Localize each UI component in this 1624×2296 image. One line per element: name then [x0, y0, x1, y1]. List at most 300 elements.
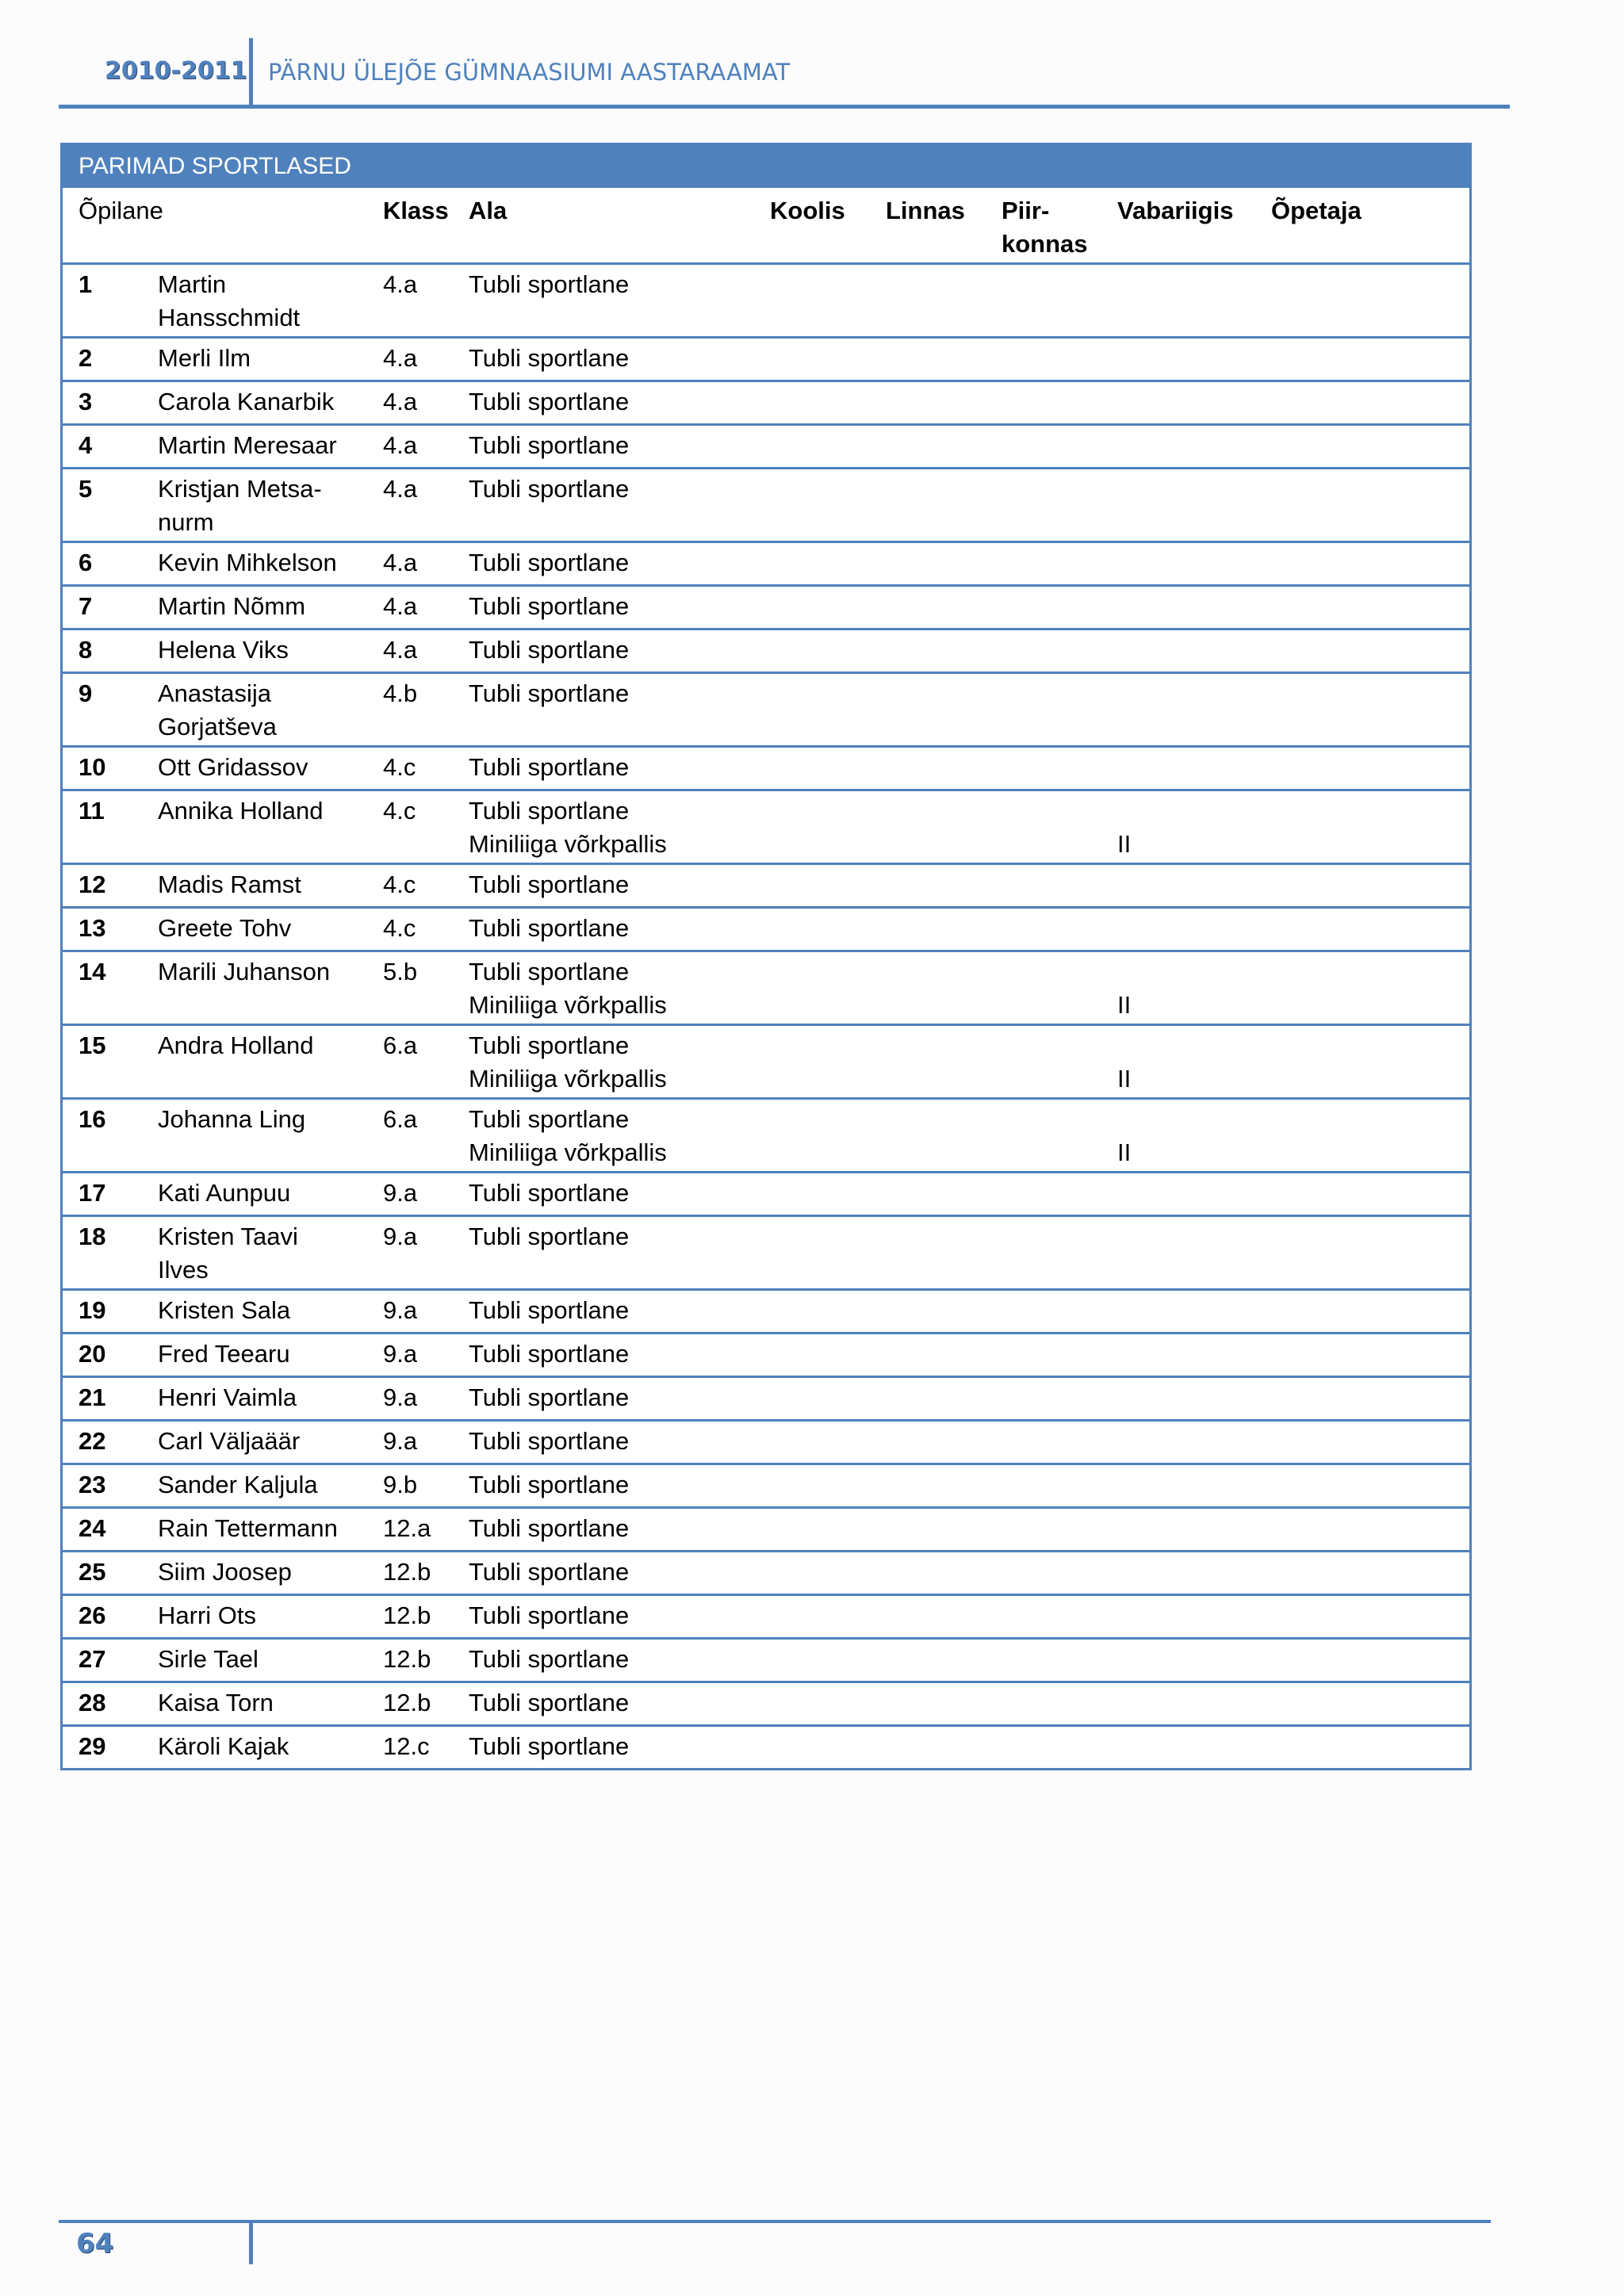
table-row: [63, 1637, 1469, 1681]
student-name: Carola Kanarbik: [158, 388, 335, 415]
row-opetaja: [1255, 268, 1414, 335]
row-koolis: [754, 751, 870, 787]
row-koolis: [754, 1468, 870, 1505]
row-klass: 6.a: [383, 1105, 418, 1133]
row-vabariigis: [1101, 546, 1255, 583]
table-row: [63, 1288, 1469, 1332]
row-linnas: [870, 633, 986, 670]
header-year: 2010-2011: [105, 57, 247, 85]
row-number: 3: [79, 388, 93, 415]
table-body: [63, 262, 1469, 1768]
table-title: PARIMAD SPORTLASED: [63, 145, 1469, 188]
row-opetaja: [1255, 1177, 1414, 1213]
row-piirkonnas: [986, 1512, 1101, 1548]
row-klass: 9.b: [383, 1471, 418, 1498]
row-ala: Tubli sportlane: [469, 1601, 630, 1629]
col-header-opetaja: Õpetaja: [1271, 197, 1362, 224]
row-opetaja: [1255, 546, 1414, 583]
row-vabariigis: [1101, 268, 1255, 335]
row-ala: Tubli sportlane Miniliiga võrkpallis: [469, 1105, 667, 1166]
row-koolis: [754, 385, 870, 422]
student-name: Rain Tettermann: [158, 1514, 338, 1542]
row-opetaja: [1255, 751, 1414, 787]
row-koolis: [754, 1381, 870, 1418]
row-ala: Tubli sportlane: [469, 1732, 630, 1760]
row-number: 15: [79, 1031, 106, 1059]
row-vabariigis: [1101, 1337, 1255, 1374]
row-klass: 4.a: [383, 475, 418, 503]
row-koolis: [754, 794, 870, 861]
row-vabariigis: [1101, 385, 1255, 422]
row-ala: Tubli sportlane: [469, 1383, 630, 1411]
row-vabariigis: [1101, 1177, 1255, 1213]
row-linnas: [870, 342, 986, 378]
row-koolis: [754, 1103, 870, 1169]
student-name: Annika Holland: [158, 797, 324, 825]
table-row: [63, 1463, 1469, 1506]
row-opetaja: [1255, 1512, 1414, 1548]
col-header-vabariigis: Vabariigis: [1117, 197, 1234, 224]
row-opetaja: [1255, 794, 1414, 861]
row-number: 7: [79, 592, 93, 620]
row-piirkonnas: [986, 1103, 1101, 1169]
student-name: Kristen Taavi Ilves: [158, 1223, 298, 1284]
row-koolis: [754, 1512, 870, 1548]
footer-rule: [59, 2220, 1491, 2223]
row-number: 28: [79, 1689, 106, 1716]
row-koolis: [754, 1730, 870, 1766]
header-rule: [59, 105, 1510, 109]
row-klass: 5.b: [383, 958, 418, 985]
row-vabariigis: [1101, 1643, 1255, 1679]
row-koolis: [754, 1643, 870, 1679]
row-linnas: [870, 1643, 986, 1679]
row-piirkonnas: [986, 546, 1101, 583]
student-name: Martin Nõmm: [158, 592, 306, 620]
row-number: 5: [79, 475, 93, 503]
col-header-koolis: Koolis: [770, 197, 845, 224]
row-ala: Tubli sportlane: [469, 592, 630, 620]
row-piirkonnas: [986, 1425, 1101, 1461]
row-piirkonnas: [986, 1220, 1101, 1287]
header-divider: [249, 38, 253, 108]
row-piirkonnas: [986, 1381, 1101, 1418]
row-number: 20: [79, 1340, 106, 1368]
row-linnas: [870, 1686, 986, 1723]
row-vabariigis: II: [1117, 830, 1132, 858]
row-klass: 4.c: [383, 871, 416, 898]
row-vabariigis: II: [1117, 1065, 1132, 1093]
row-linnas: [870, 1468, 986, 1505]
row-number: 16: [79, 1105, 106, 1133]
row-linnas: [870, 868, 986, 905]
row-vabariigis: [1101, 1468, 1255, 1505]
row-koolis: [754, 1294, 870, 1330]
student-name: Fred Teearu: [158, 1340, 290, 1368]
row-koolis: [754, 1029, 870, 1096]
student-name: Harri Ots: [158, 1601, 256, 1629]
row-number: 23: [79, 1471, 106, 1498]
row-vabariigis: [1101, 1599, 1255, 1636]
student-name: Ott Gridassov: [158, 753, 308, 781]
row-number: 6: [79, 549, 93, 576]
row-piirkonnas: [986, 955, 1101, 1022]
table-row: [63, 336, 1469, 380]
row-linnas: [870, 1556, 986, 1592]
student-name: Henri Vaimla: [158, 1383, 297, 1411]
student-name: Greete Tohv: [158, 914, 292, 942]
row-linnas: [870, 955, 986, 1022]
row-piirkonnas: [986, 1029, 1101, 1096]
row-opetaja: [1255, 473, 1414, 539]
row-klass: 4.b: [383, 679, 418, 707]
table-row: [63, 1024, 1469, 1097]
row-ala: Tubli sportlane: [469, 549, 630, 576]
row-number: 9: [79, 679, 93, 707]
student-name: Kristjan Metsa- nurm: [158, 475, 322, 536]
row-koolis: [754, 1177, 870, 1213]
row-vabariigis: [1101, 1381, 1255, 1418]
row-opetaja: [1255, 429, 1414, 465]
table-row: [63, 672, 1469, 745]
row-klass: 12.c: [383, 1732, 430, 1760]
row-klass: 4.a: [383, 549, 418, 576]
row-ala: Tubli sportlane: [469, 388, 630, 415]
row-linnas: [870, 1381, 986, 1418]
row-piirkonnas: [986, 1686, 1101, 1723]
row-vabariigis: [1101, 912, 1255, 948]
row-klass: 4.a: [383, 592, 418, 620]
row-ala: Tubli sportlane: [469, 1179, 630, 1207]
row-number: 1: [79, 270, 93, 298]
row-klass: 9.a: [383, 1340, 418, 1368]
student-name: Andra Holland: [158, 1031, 314, 1059]
row-vabariigis: [1101, 1220, 1255, 1287]
row-koolis: [754, 955, 870, 1022]
row-ala: Tubli sportlane: [469, 344, 630, 372]
table-row: [63, 789, 1469, 863]
row-klass: 9.a: [383, 1179, 418, 1207]
row-vabariigis: [1101, 1294, 1255, 1330]
row-klass: 4.a: [383, 344, 418, 372]
row-linnas: [870, 677, 986, 744]
row-piirkonnas: [986, 794, 1101, 861]
row-koolis: [754, 868, 870, 905]
row-number: 14: [79, 958, 106, 985]
row-vabariigis: [1101, 1556, 1255, 1592]
row-piirkonnas: [986, 342, 1101, 378]
col-header-klass: Klass: [383, 197, 449, 224]
row-vabariigis: [1101, 751, 1255, 787]
row-ala: Tubli sportlane: [469, 1514, 630, 1542]
row-koolis: [754, 268, 870, 335]
row-ala: Tubli sportlane: [469, 1689, 630, 1716]
col-header-ala: Ala: [469, 197, 508, 224]
row-koolis: [754, 473, 870, 539]
row-koolis: [754, 590, 870, 626]
col-header-piirkonnas: Piir- konnas: [1002, 197, 1088, 258]
row-opetaja: [1255, 1468, 1414, 1505]
row-piirkonnas: [986, 912, 1101, 948]
student-name: Johanna Ling: [158, 1105, 306, 1133]
row-koolis: [754, 1220, 870, 1287]
row-vabariigis: [1101, 590, 1255, 626]
row-linnas: [870, 1599, 986, 1636]
table-row: [63, 467, 1469, 541]
table-row: [63, 863, 1469, 906]
row-opetaja: [1255, 342, 1414, 378]
row-koolis: [754, 677, 870, 744]
row-klass: 9.a: [383, 1296, 418, 1324]
row-number: 2: [79, 344, 93, 372]
row-opetaja: [1255, 1556, 1414, 1592]
row-klass: 12.b: [383, 1645, 431, 1673]
row-opetaja: [1255, 1220, 1414, 1287]
student-name: Anastasija Gorjatševa: [158, 679, 277, 740]
row-koolis: [754, 429, 870, 465]
row-koolis: [754, 1599, 870, 1636]
row-linnas: [870, 1294, 986, 1330]
student-name: Helena Viks: [158, 636, 289, 664]
row-opetaja: [1255, 385, 1414, 422]
row-ala: Tubli sportlane: [469, 475, 630, 503]
row-klass: 12.b: [383, 1558, 431, 1586]
student-name: Kati Aunpuu: [158, 1179, 291, 1207]
row-number: 4: [79, 431, 93, 459]
row-vabariigis: [1101, 1512, 1255, 1548]
row-vabariigis: [1101, 1686, 1255, 1723]
row-number: 22: [79, 1427, 106, 1455]
row-number: 12: [79, 871, 106, 898]
row-klass: 4.a: [383, 431, 418, 459]
student-name: Sander Kaljula: [158, 1471, 318, 1498]
row-opetaja: [1255, 590, 1414, 626]
row-opetaja: [1255, 955, 1414, 1022]
row-vabariigis: [1101, 473, 1255, 539]
row-ala: Tubli sportlane Miniliiga võrkpallis: [469, 1031, 667, 1093]
row-vabariigis: II: [1117, 1138, 1132, 1166]
table-row: [63, 1419, 1469, 1463]
row-opetaja: [1255, 1599, 1414, 1636]
row-koolis: [754, 1556, 870, 1592]
row-vabariigis: II: [1117, 991, 1132, 1019]
row-opetaja: [1255, 1425, 1414, 1461]
row-koolis: [754, 342, 870, 378]
row-opetaja: [1255, 1103, 1414, 1169]
row-linnas: [870, 1103, 986, 1169]
row-linnas: [870, 912, 986, 948]
row-number: 24: [79, 1514, 106, 1542]
row-linnas: [870, 1029, 986, 1096]
row-number: 11: [79, 797, 105, 825]
student-name: Kristen Sala: [158, 1296, 291, 1324]
table-row: [63, 1376, 1469, 1419]
row-ala: Tubli sportlane: [469, 914, 630, 942]
table-row: [63, 1550, 1469, 1594]
row-koolis: [754, 912, 870, 948]
row-linnas: [870, 546, 986, 583]
table-row: [63, 1506, 1469, 1550]
row-linnas: [870, 590, 986, 626]
row-klass: 4.c: [383, 753, 416, 781]
row-vabariigis: [1101, 677, 1255, 744]
table-row: [63, 745, 1469, 789]
row-klass: 12.b: [383, 1689, 431, 1716]
row-piirkonnas: [986, 1556, 1101, 1592]
row-opetaja: [1255, 1381, 1414, 1418]
row-number: 29: [79, 1732, 106, 1760]
row-ala: Tubli sportlane: [469, 753, 630, 781]
row-ala: Tubli sportlane: [469, 1340, 630, 1368]
row-ala: Tubli sportlane: [469, 1427, 630, 1455]
row-klass: 12.b: [383, 1601, 431, 1629]
row-piirkonnas: [986, 590, 1101, 626]
row-vabariigis: [1101, 342, 1255, 378]
row-vabariigis: [1101, 1425, 1255, 1461]
table-column-headers: [63, 188, 1469, 262]
row-piirkonnas: [986, 677, 1101, 744]
student-name: Sirle Tael: [158, 1645, 259, 1673]
row-number: 26: [79, 1601, 106, 1629]
row-linnas: [870, 268, 986, 335]
row-piirkonnas: [986, 1177, 1101, 1213]
row-klass: 9.a: [383, 1427, 418, 1455]
row-ala: Tubli sportlane: [469, 636, 630, 664]
row-vabariigis: [1101, 1730, 1255, 1766]
row-opetaja: [1255, 1686, 1414, 1723]
table-row: [63, 1594, 1469, 1637]
row-piirkonnas: [986, 1599, 1101, 1636]
row-piirkonnas: [986, 1294, 1101, 1330]
row-number: 18: [79, 1223, 106, 1250]
row-piirkonnas: [986, 751, 1101, 787]
row-piirkonnas: [986, 268, 1101, 335]
table-row: [63, 380, 1469, 423]
student-name: Siim Joosep: [158, 1558, 292, 1586]
row-klass: 4.c: [383, 914, 416, 942]
row-piirkonnas: [986, 1730, 1101, 1766]
row-piirkonnas: [986, 1643, 1101, 1679]
page-number: 64: [76, 2228, 114, 2260]
row-linnas: [870, 1220, 986, 1287]
row-klass: 12.a: [383, 1514, 431, 1542]
row-klass: 9.a: [383, 1383, 418, 1411]
student-name: Martin Meresaar: [158, 431, 337, 459]
table-row: [63, 541, 1469, 584]
row-linnas: [870, 1337, 986, 1374]
row-koolis: [754, 1686, 870, 1723]
row-koolis: [754, 1425, 870, 1461]
header-title: PÄRNU ÜLEJÕE GÜMNAASIUMI AASTARAAMAT: [268, 59, 791, 86]
row-opetaja: [1255, 1643, 1414, 1679]
row-opetaja: [1255, 1730, 1414, 1766]
row-opetaja: [1255, 868, 1414, 905]
row-koolis: [754, 1337, 870, 1374]
row-ala: Tubli sportlane: [469, 1645, 630, 1673]
table-row: [63, 584, 1469, 628]
row-ala: Tubli sportlane Miniliiga võrkpallis: [469, 797, 667, 858]
table-row: [63, 262, 1469, 336]
row-number: 27: [79, 1645, 106, 1673]
table-row: [63, 1171, 1469, 1215]
row-vabariigis: [1101, 633, 1255, 670]
student-name: Kaisa Torn: [158, 1689, 274, 1716]
table-row: [63, 423, 1469, 467]
student-name: Käroli Kajak: [158, 1732, 289, 1760]
row-ala: Tubli sportlane: [469, 270, 630, 298]
student-name: Madis Ramst: [158, 871, 301, 898]
row-ala: Tubli sportlane: [469, 1223, 630, 1250]
table-row: [63, 1332, 1469, 1376]
row-ala: Tubli sportlane: [469, 1471, 630, 1498]
row-piirkonnas: [986, 1337, 1101, 1374]
row-ala: Tubli sportlane: [469, 871, 630, 898]
row-linnas: [870, 473, 986, 539]
row-linnas: [870, 429, 986, 465]
row-klass: 4.a: [383, 270, 418, 298]
row-piirkonnas: [986, 429, 1101, 465]
table-row: [63, 1681, 1469, 1724]
row-klass: 9.a: [383, 1223, 418, 1250]
row-opetaja: [1255, 677, 1414, 744]
col-header-linnas: Linnas: [886, 197, 965, 224]
table-row: [63, 1097, 1469, 1171]
student-name: Marili Juhanson: [158, 958, 331, 985]
row-linnas: [870, 751, 986, 787]
row-piirkonnas: [986, 1468, 1101, 1505]
student-name: Carl Väljaäär: [158, 1427, 301, 1455]
student-name: Merli Ilm: [158, 344, 251, 372]
row-klass: 6.a: [383, 1031, 418, 1059]
row-koolis: [754, 546, 870, 583]
row-klass: 4.a: [383, 636, 418, 664]
row-vabariigis: [1101, 429, 1255, 465]
row-number: 10: [79, 753, 106, 781]
row-linnas: [870, 1730, 986, 1766]
row-klass: 4.c: [383, 797, 416, 825]
row-number: 25: [79, 1558, 106, 1586]
row-ala: Tubli sportlane: [469, 1296, 630, 1324]
col-header-student: Õpilane: [79, 197, 163, 224]
row-opetaja: [1255, 633, 1414, 670]
row-ala: Tubli sportlane: [469, 679, 630, 707]
student-name: Martin Hansschmidt: [158, 270, 301, 331]
row-opetaja: [1255, 1029, 1414, 1096]
table-row: [63, 628, 1469, 672]
student-name: Kevin Mihkelson: [158, 549, 337, 576]
row-linnas: [870, 1177, 986, 1213]
row-ala: Tubli sportlane: [469, 1558, 630, 1586]
row-klass: 4.a: [383, 388, 418, 415]
best-athletes-table: [60, 143, 1472, 1770]
row-number: 8: [79, 636, 93, 664]
row-linnas: [870, 385, 986, 422]
row-linnas: [870, 1512, 986, 1548]
row-number: 19: [79, 1296, 106, 1324]
row-piirkonnas: [986, 473, 1101, 539]
row-linnas: [870, 1425, 986, 1461]
row-koolis: [754, 633, 870, 670]
table-row: [63, 1215, 1469, 1288]
row-ala: Tubli sportlane Miniliiga võrkpallis: [469, 958, 667, 1019]
row-piirkonnas: [986, 633, 1101, 670]
table-row: [63, 950, 1469, 1024]
row-number: 17: [79, 1179, 106, 1207]
table-row: [63, 1724, 1469, 1768]
row-opetaja: [1255, 912, 1414, 948]
table-row: [63, 906, 1469, 950]
row-number: 13: [79, 914, 106, 942]
